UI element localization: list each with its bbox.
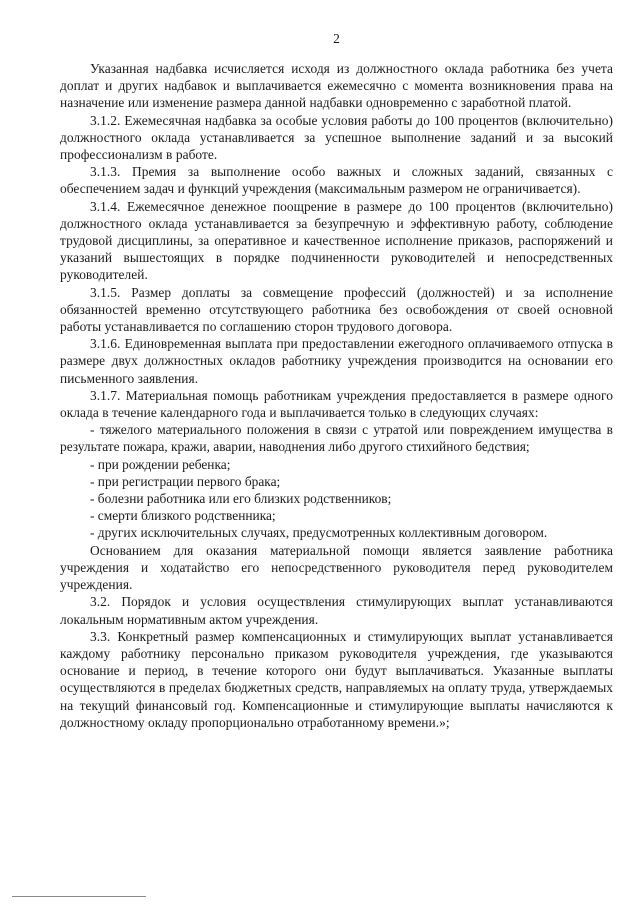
paragraph-basis-for-aid: Основанием для оказания материальной помощи является заявление работника учреждения и ходатайство его непосредственного руководителя перед руководителем учреждения.	[60, 542, 613, 593]
paragraph-3-3: 3.3. Конкретный размер компенсационных и стимулирующих выплат устанавливается каждому работнику персонально приказом руководителя учреждения, где указываются основание и период, в течение которого они будут выплачиваться. Указанные выплаты осуществляются в пределах бюджетных средств, направляемых на оплату труда, утверждаемых на текущий финансовый год. Компенсационные и стимулирующие выплаты начисляются к должностному окладу пропорционально отработанному времени.»;	[60, 628, 613, 730]
list-item-other-cases: - других исключительных случаях, предусмотренных коллективным договором.	[90, 525, 548, 541]
paragraph-3-1-5: 3.1.5. Размер доплаты за совмещение профессий (должностей) и за исполнение обязанностей временно отсутствующего работника без освобождения от своей основной работы устанавливается по соглашению сторон трудового договора.	[60, 284, 613, 335]
footer-divider	[12, 896, 146, 897]
list-item-marriage: - при регистрации первого брака;	[90, 473, 281, 489]
list-item-hardship: - тяжелого материального положения в связи с утратой или повреждением имущества в результате пожара, кражи, аварии, наводнения либо другого стихийного бедствия;	[60, 422, 613, 455]
paragraph-3-1-6: 3.1.6. Единовременная выплата при предоставлении ежегодного оплачиваемого отпуска в размере двух должностных окладов работнику учреждения производится на основании его письменного заявления.	[60, 336, 613, 386]
paragraph-allowance-calculation: Указанная надбавка исчисляется исходя из должностного оклада работника без учета доплат и других надбавок и выплачивается ежемесячно с момента возникновения права на назначение или изменение размера данной надбавки одновременно с заработной платой.	[60, 61, 613, 111]
document-page	[60, 30, 613, 731]
page-number: 2	[333, 31, 340, 46]
paragraph-3-1-4: 3.1.4. Ежемесячное денежное поощрение в размере до 100 процентов (включительно) должностного оклада устанавливается за безупречную и эффективную работу, соблюдение трудовой дисциплины, за оперативное и качественное исполнение приказов, распоряжений и указаний вышестоящих в порядке подчиненности руководителей и непосредственных руководителей.	[60, 198, 613, 283]
list-item-death-of-relative: - смерти близкого родственника;	[90, 508, 276, 524]
paragraph-3-1-2: 3.1.2. Ежемесячная надбавка за особые условия работы до 100 процентов (включительно) должностного оклада устанавливается за успешное выполнение заданий и за высокий профессионализм в работе.	[60, 112, 613, 163]
list-item-child-birth: - при рождении ребенка;	[90, 456, 231, 472]
paragraph-3-1-3: 3.1.3. Премия за выполнение особо важных и сложных заданий, связанных с обеспечением задач и функций учреждения (максимальным размером не ограничивается).	[60, 164, 613, 197]
paragraph-3-2: 3.2. Порядок и условия осуществления стимулирующих выплат устанавливаются локальным нормативным актом учреждения.	[60, 594, 613, 627]
list-item-illness: - болезни работника или его близких родственников;	[90, 491, 392, 507]
paragraph-3-1-7: 3.1.7. Материальная помощь работникам учреждения предоставляется в размере одного оклада в течение календарного года и выплачивается только в следующих случаях:	[60, 387, 613, 421]
